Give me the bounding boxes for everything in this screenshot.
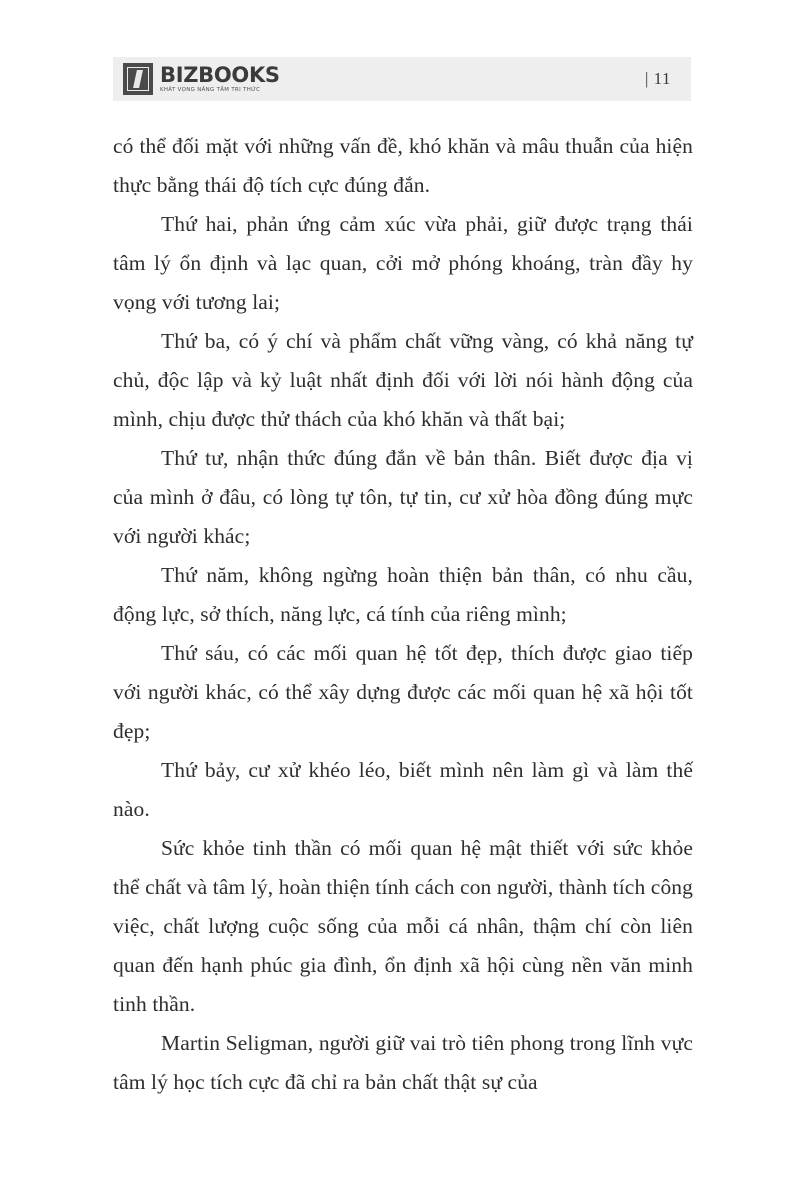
paragraph: Sức khỏe tinh thần có mối quan hệ mật thiết với sức khỏe thể chất và tâm lý, hoàn thiện tính cách con người, thành tích công việc, chất lượng cuộc sống của mỗi cá nhân, thậm chí còn liên quan đến hạnh phúc gia đình, ổn định xã hội cùng nền văn minh tinh thần. xyxy=(113,836,693,1016)
paragraph: Thứ bảy, cư xử khéo léo, biết mình nên làm gì và làm thế nào. xyxy=(113,758,693,821)
brand-name: BIZBOOKS xyxy=(160,62,280,87)
brand-tagline: KHÁT VỌNG NÂNG TẦM TRI THỨC xyxy=(160,86,261,93)
paragraph: Thứ sáu, có các mối quan hệ tốt đẹp, thích được giao tiếp với người khác, có thể xây dựng được các mối quan hệ xã hội tốt đẹp; xyxy=(113,641,693,743)
paragraph: Thứ tư, nhận thức đúng đắn về bản thân. Biết được địa vị của mình ở đâu, có lòng tự tôn, tự tin, cư xử hòa đồng đúng mực với người khác; xyxy=(113,446,693,548)
paragraph: Thứ ba, có ý chí và phẩm chất vững vàng, có khả năng tự chủ, độc lập và kỷ luật nhất định đối với lời nói hành động của mình, chịu được thử thách của khó khăn và thất bại; xyxy=(113,329,693,431)
brand-text xyxy=(160,62,280,93)
page-number: | 11 xyxy=(644,69,671,88)
book-icon xyxy=(123,63,153,95)
page-header xyxy=(113,57,691,101)
paragraph: có thể đối mặt với những vấn đề, khó khăn và mâu thuẫn của hiện thực bằng thái độ tích cực đúng đắn. xyxy=(113,134,693,197)
publisher-logo xyxy=(113,57,280,101)
paragraph: Martin Seligman, người giữ vai trò tiên phong trong lĩnh vực tâm lý học tích cực đã chỉ ra bản chất thật sự của xyxy=(113,1031,693,1094)
page-body xyxy=(113,127,693,1102)
paragraph: Thứ năm, không ngừng hoàn thiện bản thân, có nhu cầu, động lực, sở thích, năng lực, cá tính của riêng mình; xyxy=(113,563,693,626)
paragraph: Thứ hai, phản ứng cảm xúc vừa phải, giữ được trạng thái tâm lý ổn định và lạc quan, cởi mở phóng khoáng, tràn đầy hy vọng với tương lai; xyxy=(113,212,693,314)
